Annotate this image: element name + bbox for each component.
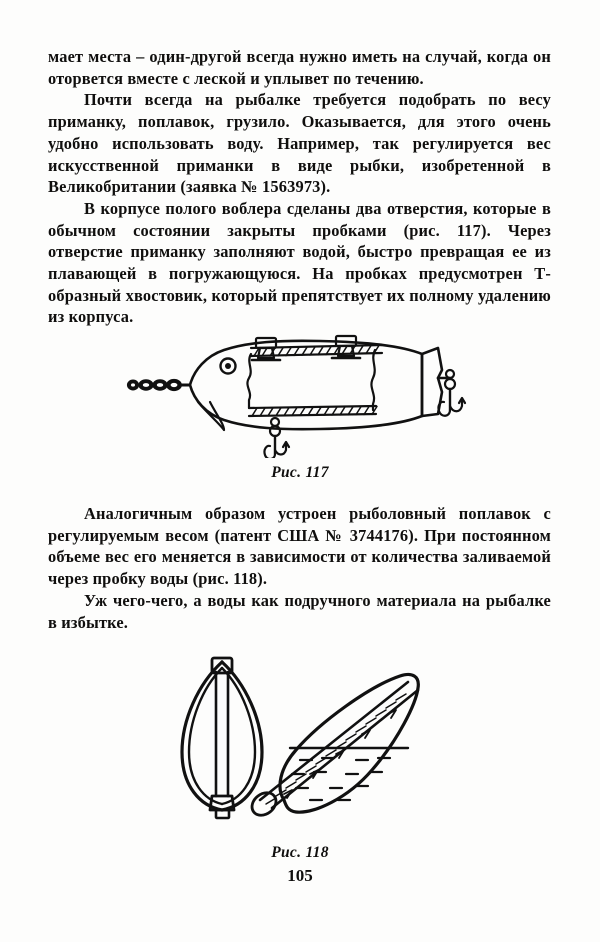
figure-118 <box>0 648 600 862</box>
figure-caption: Рис. 117 <box>271 464 329 481</box>
figure-caption: Рис. 118 <box>271 844 329 861</box>
paragraph: Аналогичным образом устроен рыболовный поплавок с регулируемым весом (патент США № 3744176). При постоянном объеме вес его меняется в зависимости от количества заливаемой через пробку воды (рис. 118). <box>48 504 551 589</box>
belly-treble-hook <box>264 418 289 458</box>
float-upright-view <box>182 658 262 818</box>
cork-stopper <box>248 788 281 820</box>
lure-eye <box>221 359 236 374</box>
float-illustrations <box>160 648 440 836</box>
paragraph: Уж чего-чего, а воды как подручного материала на рыбалке в избытке. <box>48 590 551 632</box>
body-text-bottom <box>48 503 551 633</box>
tilted-body-outline <box>280 675 418 813</box>
hatched-channel-bottom <box>249 406 377 416</box>
paragraph: мает места – один-другой всегда нужно иметь на случай, когда он оторвется вместе с леской и уплывет по течению. <box>48 47 551 88</box>
fishing-lure-illustration <box>120 330 480 458</box>
figure-117 <box>0 330 600 482</box>
float-tilted-view <box>248 675 419 820</box>
paragraph: Почти всегда на рыбалке требуется подобрать по весу приманку, поплавок, грузило. Оказывается, для этого очень удобно использовать воду. Например, так регулируется вес искусственной приманки в виде рыбки, изобретенной в Великобритании (заявка № 1563973). <box>48 90 551 197</box>
body-text-top <box>48 46 551 328</box>
chamber-rear-wall <box>371 350 375 410</box>
central-tube <box>216 672 228 796</box>
swivel-chain <box>128 380 189 390</box>
chamber-front-wall <box>247 354 251 408</box>
diving-lip <box>198 402 224 430</box>
page-number: 105 <box>287 866 313 885</box>
paragraph: В корпусе полого воблера сделаны два отверстия, которые в обычном состоянии закрыты пробками (рис. 117). Через отверстие приманку заполняют водой, быстро превращая ее из плавающей в погружающуюся. На пробках предусмотрен Т-образный хвостовик, который препятствует их полному удалению из корпуса. <box>48 198 551 327</box>
hatched-channel-top <box>251 345 382 356</box>
